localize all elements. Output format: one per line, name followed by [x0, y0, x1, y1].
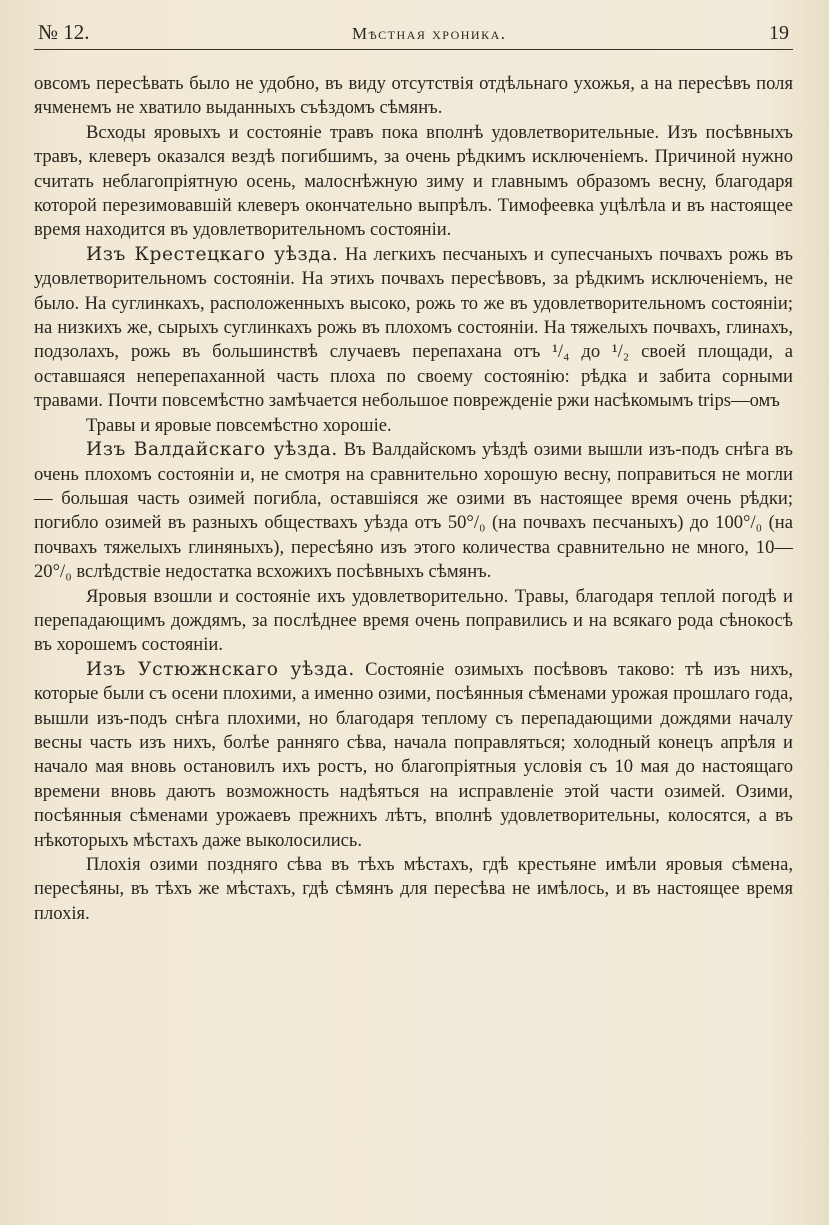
paragraph-text: овсомъ пересѣвать было не удобно, въ виду отсутствія отдѣльнаго ухожья, а на пересѣвъ поля ячменемъ не хватило выданныхъ съѣздомъ сѣмянъ.: [34, 73, 793, 119]
paragraph-text: Плохія озими поздняго сѣва въ тѣхъ мѣстахъ, гдѣ крестьяне имѣли яровыя сѣмена, пересѣяны, въ тѣхъ же мѣстахъ, гдѣ сѣмянъ для пересѣва не имѣлось, и въ настоящее время плохія.: [34, 854, 793, 924]
paragraph-text: Яровыя взошли и состояніе ихъ удовлетворительно. Травы, благодаря теплой погодѣ и перепадающимъ дождямъ, за послѣднее время очень поправились и на всякаго рода сѣнокосѣ въ хорошемъ состояніи.: [34, 585, 793, 656]
paragraph: [34, 438, 793, 584]
paragraph: [34, 658, 793, 853]
paragraph: [34, 414, 793, 438]
page-number: 19: [768, 22, 789, 44]
paragraph-text: Состояніе озимыхъ посѣвовъ таково: тѣ изъ нихъ, которые были съ осени плохими, а именно озими, посѣянныя сѣменами урожая прошлаго года, вышли изъ-подъ снѣга плохими, но благодаря теплому съ перепадающими дождями началу весны часть изъ нихъ, болѣе ранняго сѣва, начала поправляться; холодный конецъ апрѣля и начало мая вновь остановилъ ихъ ростъ, но благопріятныя условія съ 10 мая до настоящаго времени вновь даютъ возможность надѣяться на исправленіе этой части озимей. Озими, посѣянныя сѣменами урожаевъ прежнихъ лѣтъ, вполнѣ удовлетворительны, колосятся, а въ нѣкоторыхъ мѣстахъ даже выколосились.: [34, 658, 793, 851]
paragraph-text: Всходы яровыхъ и состояніе травъ пока вполнѣ удовлетворительные. Изъ посѣвныхъ травъ, клеверъ оказался вездѣ погибшимъ, за очень рѣдкимъ исключеніемъ. Причиной нужно считать неблагопріятную осень, малоснѣжную зиму и главнымъ образомъ весну, благодаря которой перезимовавшій клеверъ окончательно выпрѣлъ. Тимофеевка уцѣлѣла и въ настоящее время находится въ удовлетворительномъ состояніи.: [34, 121, 793, 241]
paragraph-text: Травы и яровые повсемѣстно хорошіе.: [86, 414, 392, 436]
section-title: Мѣстная хроника.: [352, 24, 507, 43]
paragraph-text: Въ Валдайскомъ уѣздѣ озими вышли изъ-подъ снѣга въ очень плохомъ состояніи и, не смотря на сравнительно хорошую весну, поправиться не могли — большая часть озимей погибла, оставшіяся же озими въ настоящее время очень рѣдки; погибло озимей въ разныхъ обществахъ уѣзда отъ 50°/₀ (на почвахъ песчаныхъ) до 100°/₀ (на почвахъ тяжелыхъ глиняныхъ), пересѣяно изъ этого количества сравнительно не много, 10—20°/₀ вслѣдствіе недостатка всхожихъ посѣвныхъ сѣмянъ.: [34, 439, 793, 583]
paragraph: [34, 853, 793, 926]
district-heading: Изъ Устюжнскаго уѣзда.: [86, 658, 355, 680]
issue-number: № 12.: [38, 20, 90, 44]
paragraph: [34, 243, 793, 414]
article-body: [34, 72, 793, 926]
paragraph-text: На легкихъ песчаныхъ и супесчаныхъ почвахъ рожь въ удовлетворительномъ состояніи. На этихъ почвахъ пересѣвовъ, за рѣдкимъ исключеніемъ, не было. На суглинкахъ, расположенныхъ высоко, рожь то же въ удовлетворительномъ состояніи; на низкихъ же, сырыхъ суглинкахъ рожь въ плохомъ состояніи. На тяжелыхъ почвахъ, глинахъ, подзолахъ, рожь въ большинствѣ случаевъ перепахана отъ ¹/₄ до ¹/₂ своей площади, а оставшаяся неперепаханной часть плоха по своему состоянію: рѣдка и забита сорными травами. Почти повсемѣстно замѣчается небольшое поврежденіе ржи насѣкомымъ trips—омъ: [34, 243, 794, 412]
district-heading: Изъ Валдайскаго уѣзда.: [86, 439, 338, 461]
paragraph: [34, 72, 793, 121]
paragraph: [34, 585, 793, 658]
paragraph: [34, 121, 793, 243]
running-header: [34, 20, 793, 50]
district-heading: Изъ Крестецкаго уѣзда.: [86, 243, 339, 265]
